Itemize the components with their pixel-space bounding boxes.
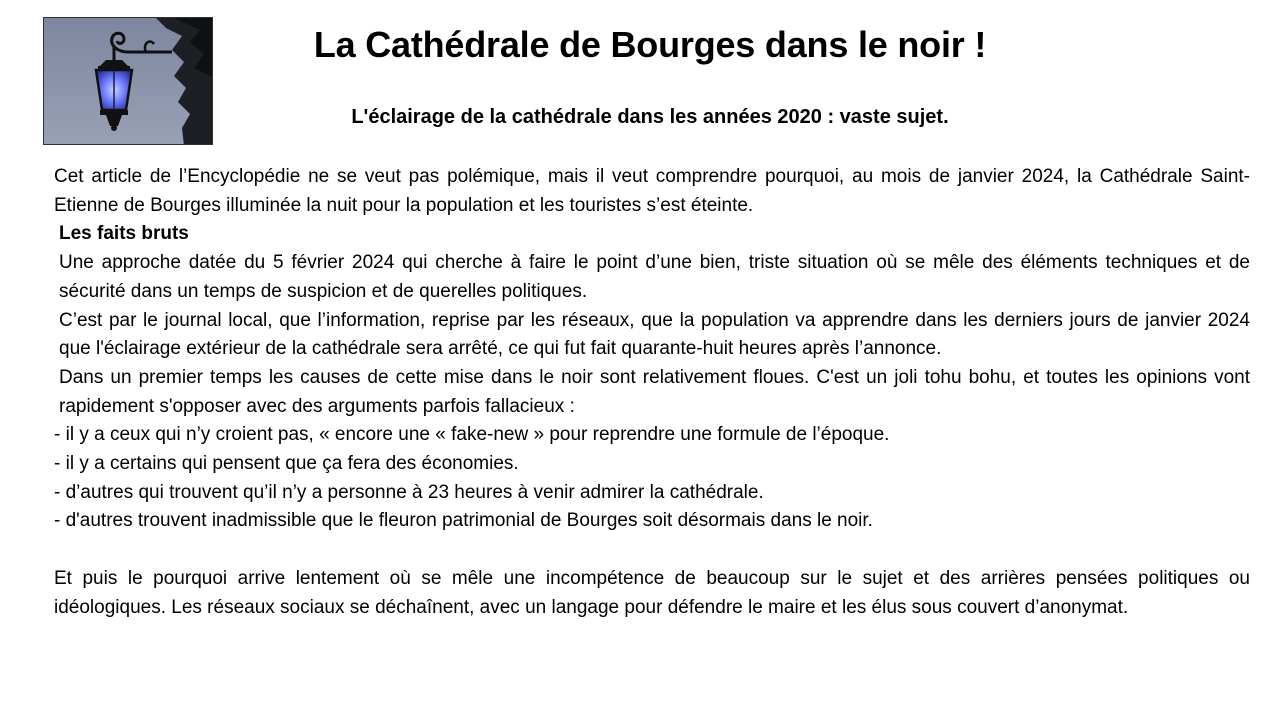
article-body [54,163,1250,622]
list-item: - d’autres qui trouvent qu’il n’y a personne à 23 heures à venir admirer la cathédrale. [54,481,764,503]
page-subtitle: L'éclairage de la cathédrale dans les années 2020 : vaste sujet. [351,106,949,128]
paragraph: Une approche datée du 5 février 2024 qui cherche à faire le point d’une bien, triste situation où se mêle des éléments techniques et de sécurité dans un temps de suspicion et de querelles politiques. [59,252,1250,302]
page-title: La Cathédrale de Bourges dans le noir ! [313,24,987,65]
paragraph: C’est par le journal local, que l’information, reprise par les réseaux, que la population va apprendre dans les derniers jours de janvier 2024 que l'éclairage extérieur de la cathédrale sera arrêté, ce qui fut fait quarante-huit heures après l’annonce. [59,309,1250,360]
intro-paragraph: Cet article de l’Encyclopédie ne se veut pas polémique, mais il veut comprendre pourquoi, au mois de janvier 2024, la Cathédrale Saint-Etienne de Bourges illuminée la nuit pour la population et les touristes s’est éteinte. [54,166,1250,216]
conclusion-paragraph: Et puis le pourquoi arrive lentement où se mêle une incompétence de beaucoup sur le sujet et des arrières pensées politiques ou idéologiques. Les réseaux sociaux se déchaînent, avec un langage pour défendre le maire et les élus sous couvert d’anonymat. [54,567,1250,618]
paragraph-spacer [54,536,1250,565]
street-lamp-photo [43,17,213,145]
section-heading: Les faits bruts [59,223,189,245]
list-item: - il y a certains qui pensent que ça fera des économies. [54,453,519,475]
street-lamp-icon [44,18,213,145]
list-item: - d'autres trouvent inadmissible que le fleuron patrimonial de Bourges soit désormais dans le noir. [54,510,873,532]
list-item: - il y a ceux qui n’y croient pas, « encore une « fake-new » pour reprendre une formule de l’époque. [54,424,890,446]
paragraph: Dans un premier temps les causes de cette mise dans le noir sont relativement floues. C'est un joli tohu bohu, et toutes les opinions vont rapidement s'opposer avec des arguments parfois fallacieux : [59,366,1250,417]
